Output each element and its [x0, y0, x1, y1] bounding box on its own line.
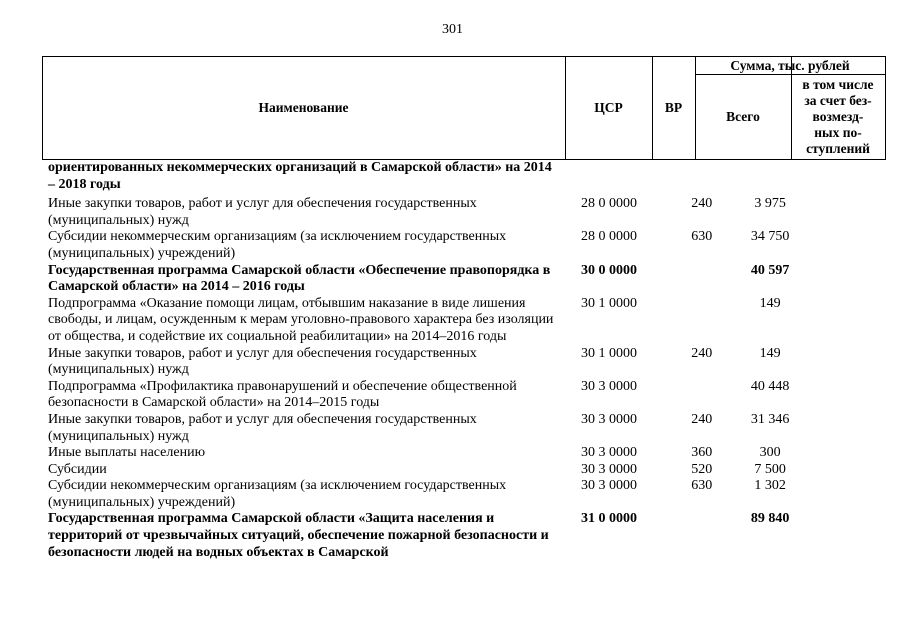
row-csr: 30 1 0000 — [580, 295, 637, 311]
row-vr: 630 — [691, 229, 713, 245]
row-vr — [682, 511, 722, 561]
row-csr: 30 3 0000 — [580, 378, 637, 394]
table-row — [48, 229, 886, 262]
page-number: 301 — [442, 22, 463, 37]
row-csr: 30 3 0000 — [580, 411, 637, 427]
row-total: 149 — [759, 295, 781, 311]
row-csr: 31 0 0000 — [580, 511, 637, 527]
row-vr: 240 — [691, 345, 713, 361]
row-name: Субсидии некоммерческим организациям (за исключением государственных (муниципальных) учреждений) — [48, 478, 507, 510]
table-row — [48, 346, 886, 379]
row-name: Подпрограмма «Профилактика правонарушений и обеспечение общественной безопасности в Самарской области» на 2014–2015 годы — [48, 378, 517, 411]
header-vr: ВР — [664, 100, 683, 115]
table-row — [48, 296, 886, 346]
row-extra — [811, 478, 886, 511]
table-row — [48, 263, 886, 296]
table-row — [48, 160, 886, 193]
header-incl-line: ных по- — [814, 125, 862, 140]
row-name: Субсидии — [48, 461, 107, 477]
table-row — [48, 445, 886, 462]
row-csr: 30 0 0000 — [580, 262, 637, 278]
row-extra — [811, 445, 886, 462]
row-total: 149 — [759, 345, 781, 361]
row-vr: 240 — [691, 196, 713, 212]
row-extra — [811, 346, 886, 379]
row-extra — [811, 462, 886, 479]
row-vr: 240 — [691, 411, 713, 427]
row-csr — [565, 160, 682, 193]
row-csr: 28 0 0000 — [580, 229, 637, 245]
row-name: Иные выплаты населению — [48, 445, 206, 461]
row-total: 300 — [759, 445, 781, 461]
row-name: Подпрограмма «Оказание помощи лицам, отбывшим наказание в виде лишения свободы, и лицам, осужденным к мерам уголовно-правового характера без изоляции от общества, и содействие их социальной реабилитации» на 2014–2016 годы — [48, 295, 554, 344]
row-total: 1 302 — [754, 478, 786, 494]
row-csr: 30 3 0000 — [580, 478, 637, 494]
table-row — [48, 379, 886, 412]
table-body — [48, 160, 886, 561]
row-total: 31 346 — [750, 411, 790, 427]
row-vr: 360 — [691, 445, 713, 461]
row-total: 89 840 — [750, 511, 790, 527]
row-vr — [682, 263, 722, 296]
row-csr: 30 3 0000 — [580, 445, 637, 461]
row-vr — [682, 379, 722, 412]
row-extra — [811, 296, 886, 346]
header-incl-line: за счет без- — [804, 93, 872, 108]
row-extra — [811, 511, 886, 561]
row-name: Государственная программа Самарской области «Обеспечение правопорядка в Самарской области» на 2014 – 2016 годы — [48, 262, 551, 295]
row-total: 7 500 — [754, 461, 786, 477]
row-vr — [682, 160, 722, 193]
header-incl-line: ступлений — [806, 141, 870, 156]
row-name: Иные закупки товаров, работ и услуг для обеспечения государственных (муниципальных) нужд — [48, 196, 477, 228]
header-incl-line: в том числе — [802, 77, 874, 92]
row-name: Государственная программа Самарской области «Защита населения и территорий от чрезвычайных ситуаций, обеспечение пожарной безопасности и безопасности людей на водных объектах в Самарской — [48, 511, 549, 560]
row-total — [722, 160, 811, 193]
header-name: Наименование — [258, 100, 349, 115]
row-total: 40 448 — [750, 378, 790, 394]
row-vr — [682, 296, 722, 346]
row-extra — [811, 263, 886, 296]
header-total: Всего — [726, 109, 760, 124]
header-csr: ЦСР — [594, 100, 623, 115]
row-total: 3 975 — [754, 196, 786, 212]
row-total: 34 750 — [750, 229, 790, 245]
row-csr: 30 3 0000 — [580, 461, 637, 477]
row-vr: 630 — [691, 478, 713, 494]
row-csr: 30 1 0000 — [580, 345, 637, 361]
table-row — [48, 196, 886, 229]
row-extra — [811, 412, 886, 445]
row-extra — [811, 160, 886, 193]
row-total: 40 597 — [750, 262, 790, 278]
row-name: Иные закупки товаров, работ и услуг для обеспечения государственных (муниципальных) нужд — [48, 411, 477, 444]
row-extra — [811, 196, 886, 229]
table-header — [42, 56, 886, 160]
row-name: Иные закупки товаров, работ и услуг для обеспечения государственных (муниципальных) нужд — [48, 345, 477, 378]
header-incl — [791, 75, 885, 159]
row-name: Субсидии некоммерческим организациям (за исключением государственных (муниципальных) учреждений) — [48, 229, 507, 261]
row-csr: 28 0 0000 — [580, 196, 637, 212]
header-sum-group: Сумма, тыс. рублей — [730, 57, 850, 73]
row-name: ориентированных некоммерческих организаций в Самарской области» на 2014 – 2018 годы — [48, 160, 552, 192]
header-incl-line: возмезд- — [812, 109, 864, 124]
row-extra — [811, 229, 886, 262]
table-row — [48, 478, 886, 511]
row-extra — [811, 379, 886, 412]
row-vr: 520 — [691, 461, 713, 477]
table-row — [48, 511, 886, 561]
table-row — [48, 412, 886, 445]
table-row — [48, 462, 886, 479]
